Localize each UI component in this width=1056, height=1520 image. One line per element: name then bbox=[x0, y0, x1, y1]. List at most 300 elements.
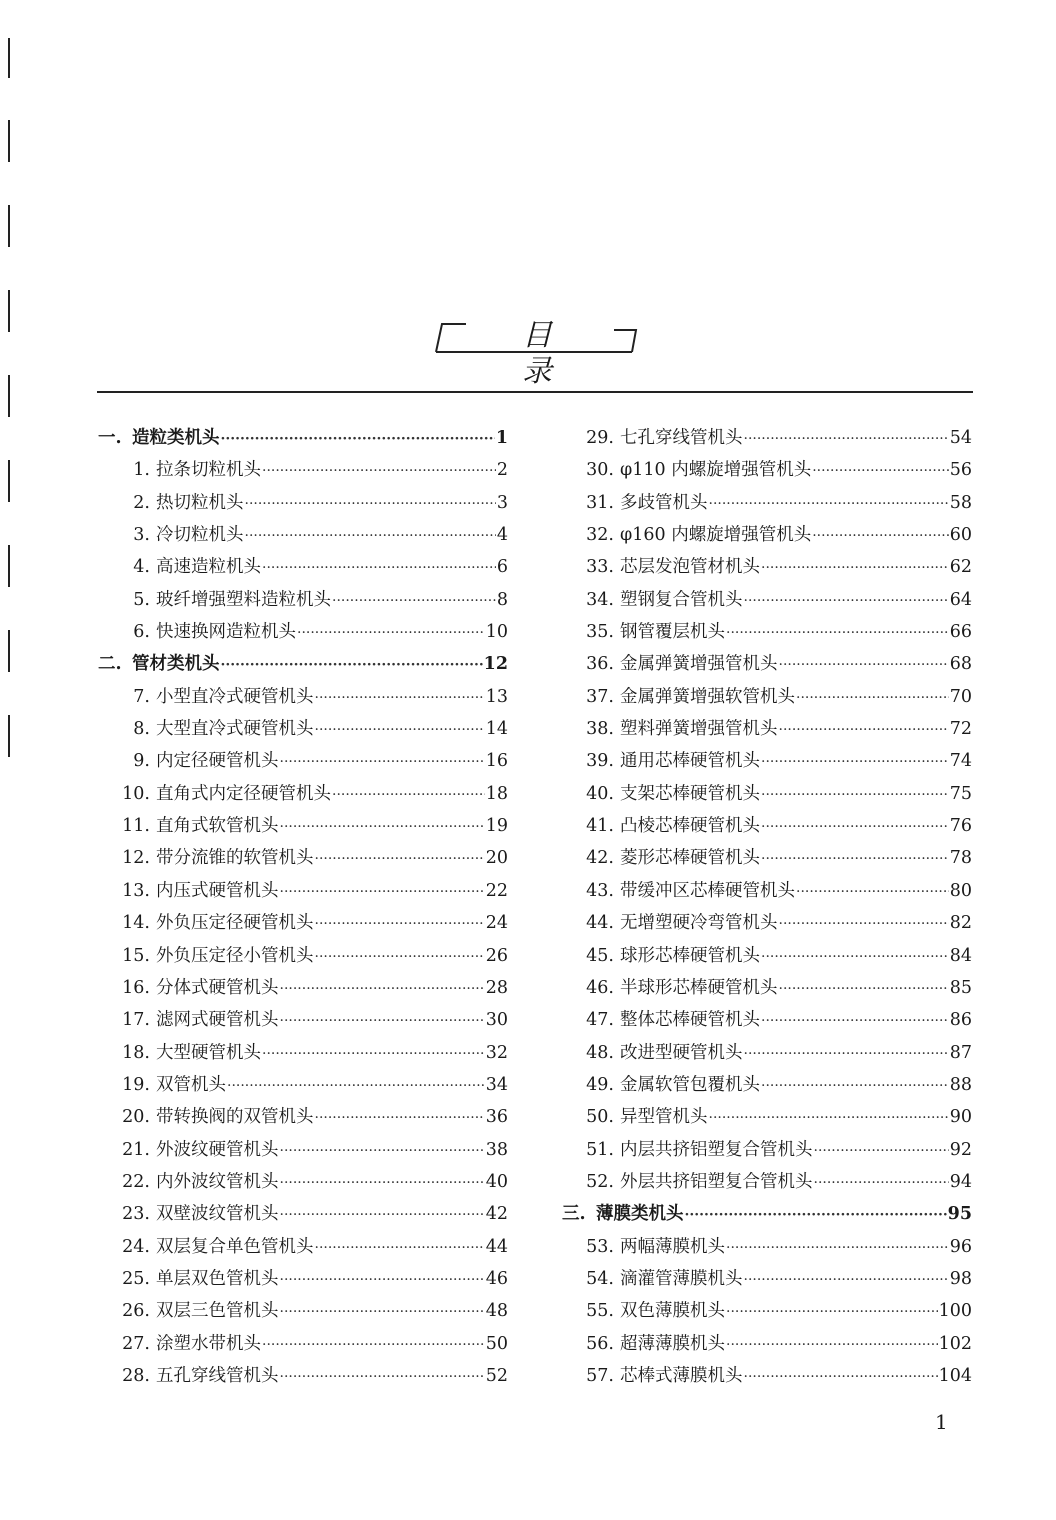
toc-entry-row[interactable] bbox=[98, 1360, 508, 1392]
toc-entry-title: 造粒类机头 bbox=[132, 428, 220, 448]
toc-entry-row[interactable] bbox=[98, 1198, 508, 1230]
toc-entry-title: 管材类机头 bbox=[132, 654, 220, 675]
toc-entry-number: 32. bbox=[586, 525, 614, 546]
toc-leader-dots bbox=[245, 488, 496, 520]
toc-entry-row[interactable] bbox=[562, 584, 972, 616]
toc-entry-title: 内外波纹管机头 bbox=[156, 1171, 279, 1192]
toc-entry-title: 滤网式硬管机头 bbox=[156, 1010, 279, 1031]
toc-entry-page: 98 bbox=[949, 1268, 972, 1289]
toc-entry-number: 56. bbox=[586, 1333, 614, 1354]
toc-entry-page: 88 bbox=[949, 1074, 972, 1095]
toc-entry-row[interactable] bbox=[562, 1328, 972, 1360]
toc-leader-dots bbox=[796, 682, 949, 714]
toc-leader-dots bbox=[315, 1102, 485, 1134]
toc-entry-row[interactable] bbox=[98, 810, 508, 842]
toc-entry-page: 84 bbox=[949, 945, 972, 966]
toc-right-column bbox=[562, 422, 972, 1392]
toc-entry-number: 36. bbox=[586, 654, 614, 675]
toc-leader-dots bbox=[744, 423, 949, 455]
toc-entry-number: 45. bbox=[586, 945, 614, 966]
toc-entry-page: 38 bbox=[485, 1139, 508, 1160]
toc-entry-number: 9. bbox=[133, 751, 150, 772]
binding-mark bbox=[8, 630, 10, 672]
toc-entry-page: 1 bbox=[495, 428, 508, 448]
toc-entry-row[interactable] bbox=[562, 778, 972, 810]
toc-entry-page: 18 bbox=[485, 783, 508, 804]
toc-leader-dots bbox=[779, 908, 949, 940]
toc-entry-page: 20 bbox=[485, 848, 508, 869]
toc-entry-row[interactable] bbox=[98, 1231, 508, 1263]
toc-entry-row[interactable] bbox=[562, 1037, 972, 1069]
toc-entry-number: 48. bbox=[586, 1042, 614, 1063]
toc-entry-row[interactable] bbox=[98, 1166, 508, 1198]
toc-entry-row[interactable] bbox=[562, 940, 972, 972]
toc-entry-number: 18. bbox=[122, 1042, 150, 1063]
toc-entry-title: 外负压定径硬管机头 bbox=[156, 913, 314, 934]
toc-leader-dots bbox=[280, 876, 485, 908]
toc-entry-row[interactable] bbox=[562, 875, 972, 907]
toc-entry-page: 92 bbox=[949, 1139, 972, 1160]
toc-leader-dots bbox=[779, 973, 949, 1005]
toc-entry-number: 31. bbox=[586, 492, 614, 513]
toc-entry-title: 通用芯棒硬管机头 bbox=[620, 751, 760, 772]
toc-entry-page: 48 bbox=[485, 1301, 508, 1322]
toc-entry-row[interactable] bbox=[562, 1263, 972, 1295]
toc-entry-title: 内层共挤铝塑复合管机头 bbox=[620, 1139, 813, 1160]
toc-entry-title: 双管机头 bbox=[156, 1074, 226, 1095]
toc-entry-page: 95 bbox=[947, 1204, 972, 1225]
binding-mark bbox=[8, 38, 10, 78]
toc-leader-dots bbox=[761, 811, 949, 843]
toc-entry-row[interactable] bbox=[98, 1328, 508, 1360]
toc-entry-title: 冷切粒机头 bbox=[156, 525, 244, 546]
toc-entry-title: 双层三色管机头 bbox=[156, 1301, 279, 1322]
page-title-block bbox=[432, 316, 642, 389]
toc-entry-title: φ110 内螺旋增强管机头 bbox=[620, 460, 812, 481]
toc-leader-dots bbox=[315, 908, 485, 940]
toc-entry-number: 10. bbox=[122, 783, 150, 804]
toc-entry-row[interactable] bbox=[98, 1101, 508, 1133]
toc-entry-title: 七孔穿线管机头 bbox=[620, 428, 743, 448]
toc-entry-number: 13. bbox=[122, 880, 150, 901]
toc-leader-dots bbox=[280, 746, 485, 778]
toc-entry-page: 36 bbox=[485, 1107, 508, 1128]
toc-entry-title: 五孔穿线管机头 bbox=[156, 1365, 279, 1386]
toc-entry-row[interactable] bbox=[98, 551, 508, 583]
toc-entry-title: 高速造粒机头 bbox=[156, 557, 261, 578]
toc-leader-dots bbox=[726, 1329, 938, 1361]
toc-leader-dots bbox=[726, 617, 949, 649]
toc-leader-dots bbox=[245, 520, 496, 552]
toc-entry-row[interactable] bbox=[562, 1101, 972, 1133]
toc-entry-page: 8 bbox=[496, 589, 508, 610]
toc-entry-title: 玻纤增强塑料造粒机头 bbox=[156, 589, 331, 610]
toc-entry-page: 40 bbox=[485, 1171, 508, 1192]
toc-entry-title: 双壁波纹管机头 bbox=[156, 1204, 279, 1225]
toc-entry-title: 带分流锥的软管机头 bbox=[156, 848, 314, 869]
toc-entry-title: 涂塑水带机头 bbox=[156, 1333, 261, 1354]
toc-entry-page: 19 bbox=[485, 816, 508, 837]
toc-entry-title: 大型直冷式硬管机头 bbox=[156, 719, 314, 740]
toc-entry-row[interactable] bbox=[562, 1231, 972, 1263]
toc-entry-row[interactable] bbox=[562, 681, 972, 713]
toc-entry-number: 54. bbox=[586, 1268, 614, 1289]
toc-leader-dots bbox=[297, 617, 485, 649]
toc-entry-row[interactable] bbox=[98, 972, 508, 1004]
toc-entry-title: 内压式硬管机头 bbox=[156, 880, 279, 901]
toc-entry-row[interactable] bbox=[98, 713, 508, 745]
toc-entry-title: 塑料弹簧增强管机头 bbox=[620, 719, 778, 740]
toc-leader-dots bbox=[814, 1167, 949, 1199]
toc-section-row[interactable] bbox=[98, 422, 508, 454]
binding-mark bbox=[8, 545, 10, 587]
toc-entry-title: 内定径硬管机头 bbox=[156, 751, 279, 772]
toc-leader-dots bbox=[280, 1264, 485, 1296]
toc-entry-page: 85 bbox=[949, 977, 972, 998]
toc-entry-title: 直角式软管机头 bbox=[156, 816, 279, 837]
toc-leader-dots bbox=[709, 1102, 949, 1134]
toc-entry-row[interactable] bbox=[562, 422, 972, 454]
toc-entry-row[interactable] bbox=[562, 616, 972, 648]
toc-entry-page: 3 bbox=[496, 492, 508, 513]
toc-entry-row[interactable] bbox=[98, 519, 508, 551]
toc-entry-number: 28. bbox=[122, 1365, 150, 1386]
toc-entry-number: 26. bbox=[122, 1301, 150, 1322]
toc-leader-dots bbox=[332, 779, 485, 811]
toc-entry-row[interactable] bbox=[562, 1360, 972, 1392]
toc-leader-dots bbox=[761, 1070, 949, 1102]
toc-entry-row[interactable] bbox=[98, 1004, 508, 1036]
toc-entry-title: 单层双色管机头 bbox=[156, 1268, 279, 1289]
toc-entry-number: 27. bbox=[122, 1333, 150, 1354]
toc-entry-row[interactable] bbox=[98, 1069, 508, 1101]
toc-entry-number: 11. bbox=[122, 816, 150, 837]
toc-entry-title: 超薄薄膜机头 bbox=[620, 1333, 725, 1354]
toc-leader-dots bbox=[812, 455, 949, 487]
toc-entry-number: 50. bbox=[586, 1107, 614, 1128]
toc-entry-number: 8. bbox=[133, 719, 150, 740]
toc-entry-title: 外波纹硬管机头 bbox=[156, 1139, 279, 1160]
toc-leader-dots bbox=[280, 1135, 485, 1167]
toc-entry-title: 整体芯棒硬管机头 bbox=[620, 1010, 760, 1031]
toc-entry-number: 1. bbox=[133, 460, 150, 481]
toc-leader-dots bbox=[744, 585, 949, 617]
toc-entry-title: 双色薄膜机头 bbox=[620, 1301, 725, 1322]
toc-entry-title: 塑钢复合管机头 bbox=[620, 589, 743, 610]
toc-entry-number: 15. bbox=[122, 945, 150, 966]
toc-entry-page: 60 bbox=[949, 525, 972, 546]
toc-leader-dots bbox=[315, 714, 485, 746]
toc-entry-number: 38. bbox=[586, 719, 614, 740]
toc-entry-row[interactable] bbox=[562, 1134, 972, 1166]
toc-entry-title: 多歧管机头 bbox=[620, 492, 708, 513]
toc-entry-row[interactable] bbox=[98, 875, 508, 907]
toc-entry-page: 70 bbox=[949, 686, 972, 707]
toc-entry-page: 64 bbox=[949, 589, 972, 610]
toc-entry-page: 68 bbox=[949, 654, 972, 675]
toc-entry-title: 热切粒机头 bbox=[156, 492, 244, 513]
toc-entry-number: 22. bbox=[122, 1171, 150, 1192]
toc-entry-number: 41. bbox=[586, 816, 614, 837]
toc-entry-page: 26 bbox=[485, 945, 508, 966]
toc-entry-number: 34. bbox=[586, 589, 614, 610]
toc-entry-number: 24. bbox=[122, 1236, 150, 1257]
toc-entry-page: 42 bbox=[485, 1204, 508, 1225]
toc-entry-row[interactable] bbox=[98, 681, 508, 713]
toc-entry-title: 半球形芯棒硬管机头 bbox=[620, 977, 778, 998]
toc-leader-dots bbox=[761, 941, 949, 973]
binding-mark bbox=[8, 290, 10, 332]
toc-entry-title: 带缓冲区芯棒硬管机头 bbox=[620, 880, 795, 901]
toc-entry-row[interactable] bbox=[98, 940, 508, 972]
toc-entry-page: 75 bbox=[949, 783, 972, 804]
toc-entry-row[interactable] bbox=[562, 972, 972, 1004]
toc-entry-row[interactable] bbox=[562, 1004, 972, 1036]
toc-entry-page: 58 bbox=[949, 492, 972, 513]
toc-entry-page: 4 bbox=[496, 525, 508, 546]
toc-entry-row[interactable] bbox=[98, 1263, 508, 1295]
toc-entry-row[interactable] bbox=[562, 1295, 972, 1327]
toc-entry-title: 大型硬管机头 bbox=[156, 1042, 261, 1063]
toc-entry-page: 34 bbox=[485, 1074, 508, 1095]
toc-leader-dots bbox=[744, 1361, 938, 1393]
toc-entry-number: 46. bbox=[586, 977, 614, 998]
toc-entry-page: 66 bbox=[949, 622, 972, 643]
toc-entry-page: 14 bbox=[485, 719, 508, 740]
toc-entry-row[interactable] bbox=[98, 907, 508, 939]
toc-entry-number: 49. bbox=[586, 1074, 614, 1095]
toc-entry-row[interactable] bbox=[98, 1037, 508, 1069]
toc-entry-page: 56 bbox=[949, 460, 972, 481]
toc-entry-row[interactable] bbox=[98, 842, 508, 874]
binding-mark bbox=[8, 375, 10, 417]
toc-entry-number: 51. bbox=[586, 1139, 614, 1160]
toc-entry-row[interactable] bbox=[98, 778, 508, 810]
toc-entry-page: 16 bbox=[485, 751, 508, 772]
toc-entry-row[interactable] bbox=[98, 584, 508, 616]
toc-leader-dots bbox=[744, 1264, 949, 1296]
toc-entry-title: 钢管覆层机头 bbox=[620, 622, 725, 643]
toc-entry-number: 57. bbox=[586, 1365, 614, 1386]
toc-entry-title: 快速换网造粒机头 bbox=[156, 622, 296, 643]
toc-leader-dots bbox=[280, 1005, 485, 1037]
toc-entry-title: 两幅薄膜机头 bbox=[620, 1236, 725, 1257]
binding-mark bbox=[8, 205, 10, 247]
toc-entry-title: 无增塑硬冷弯管机头 bbox=[620, 913, 778, 934]
toc-entry-row[interactable] bbox=[562, 810, 972, 842]
page-number: 1 bbox=[935, 1410, 948, 1434]
toc-entry-page: 100 bbox=[938, 1301, 972, 1322]
toc-entry-page: 72 bbox=[949, 719, 972, 740]
toc-entry-number: 6. bbox=[133, 622, 150, 643]
toc-entry-row[interactable] bbox=[562, 1166, 972, 1198]
toc-entry-row[interactable] bbox=[562, 745, 972, 777]
toc-entry-number: 7. bbox=[133, 686, 150, 707]
toc-entry-page: 50 bbox=[485, 1333, 508, 1354]
toc-entry-row[interactable] bbox=[562, 551, 972, 583]
toc-entry-number: 2. bbox=[133, 492, 150, 513]
toc-leader-dots bbox=[761, 1005, 949, 1037]
toc-entry-page: 10 bbox=[485, 622, 508, 643]
toc-leader-dots bbox=[709, 488, 949, 520]
toc-entry-page: 62 bbox=[949, 557, 972, 578]
toc-entry-title: 异型管机头 bbox=[620, 1107, 708, 1128]
toc-entry-title: 拉条切粒机头 bbox=[156, 460, 261, 481]
toc-entry-number: 42. bbox=[586, 848, 614, 869]
toc-leader-dots bbox=[315, 941, 485, 973]
toc-entry-number: 33. bbox=[586, 557, 614, 578]
toc-entry-title: 改进型硬管机头 bbox=[620, 1042, 743, 1063]
toc-entry-title: 外负压定径小管机头 bbox=[156, 945, 314, 966]
toc-entry-page: 54 bbox=[949, 428, 972, 448]
toc-entry-number: 25. bbox=[122, 1268, 150, 1289]
toc-entry-row[interactable] bbox=[562, 842, 972, 874]
title-rule bbox=[97, 391, 973, 393]
toc-entry-row[interactable] bbox=[98, 1295, 508, 1327]
toc-leader-dots bbox=[332, 585, 496, 617]
toc-entry-page: 102 bbox=[938, 1333, 972, 1354]
toc-entry-page: 22 bbox=[485, 880, 508, 901]
toc-entry-page: 86 bbox=[949, 1010, 972, 1031]
toc-entry-number: 40. bbox=[586, 783, 614, 804]
toc-entry-page: 87 bbox=[949, 1042, 972, 1063]
toc-leader-dots bbox=[315, 682, 485, 714]
toc-leader-dots bbox=[280, 1296, 485, 1328]
toc-leader-dots bbox=[221, 423, 495, 455]
toc-leader-dots bbox=[262, 455, 496, 487]
toc-leader-dots bbox=[280, 811, 485, 843]
toc-entry-number: 47. bbox=[586, 1010, 614, 1031]
toc-leader-dots bbox=[280, 1361, 485, 1393]
toc-entry-number: 29. bbox=[586, 428, 614, 448]
toc-leader-dots bbox=[685, 1199, 947, 1231]
toc-leader-dots bbox=[262, 1329, 485, 1361]
toc-entry-page: 13 bbox=[485, 686, 508, 707]
toc-entry-row[interactable] bbox=[98, 745, 508, 777]
toc-entry-row[interactable] bbox=[98, 616, 508, 648]
toc-entry-number: 43. bbox=[586, 880, 614, 901]
toc-entry-page: 6 bbox=[496, 557, 508, 578]
toc-entry-number: 3. bbox=[133, 525, 150, 546]
toc-entry-title: 芯棒式薄膜机头 bbox=[620, 1365, 743, 1386]
toc-leader-dots bbox=[761, 552, 949, 584]
toc-leader-dots bbox=[779, 649, 949, 681]
toc-entry-page: 2 bbox=[496, 460, 508, 481]
toc-entry-page: 94 bbox=[949, 1171, 972, 1192]
toc-leader-dots bbox=[280, 973, 485, 1005]
toc-entry-title: 金属弹簧增强软管机头 bbox=[620, 686, 795, 707]
toc-entry-row[interactable] bbox=[562, 487, 972, 519]
toc-entry-row[interactable] bbox=[562, 519, 972, 551]
toc-entry-number: 23. bbox=[122, 1204, 150, 1225]
toc-entry-title: 小型直冷式硬管机头 bbox=[156, 686, 314, 707]
toc-entry-page: 46 bbox=[485, 1268, 508, 1289]
toc-entry-row[interactable] bbox=[98, 454, 508, 486]
toc-entry-number: 17. bbox=[122, 1010, 150, 1031]
toc-leader-dots bbox=[315, 843, 485, 875]
toc-entry-number: 12. bbox=[122, 848, 150, 869]
toc-entry-title: 外层共挤铝塑复合管机头 bbox=[620, 1171, 813, 1192]
binding-mark bbox=[8, 715, 10, 757]
toc-entry-page: 90 bbox=[949, 1107, 972, 1128]
toc-entry-title: 金属软管包覆机头 bbox=[620, 1074, 760, 1095]
toc-entry-title: 菱形芯棒硬管机头 bbox=[620, 848, 760, 869]
toc-entry-number: 一. bbox=[98, 428, 122, 448]
toc-entry-number: 4. bbox=[133, 557, 150, 578]
toc-entry-row[interactable] bbox=[562, 454, 972, 486]
toc-entry-title: 双层复合单色管机头 bbox=[156, 1236, 314, 1257]
toc-entry-title: 芯层发泡管材机头 bbox=[620, 557, 760, 578]
toc-entry-row[interactable] bbox=[98, 1134, 508, 1166]
toc-entry-number: 三. bbox=[562, 1204, 586, 1225]
toc-entry-title: φ160 内螺旋增强管机头 bbox=[620, 525, 812, 546]
toc-leader-dots bbox=[726, 1232, 949, 1264]
toc-section-row[interactable] bbox=[98, 648, 508, 680]
toc-entry-row[interactable] bbox=[562, 907, 972, 939]
toc-entry-page: 24 bbox=[485, 913, 508, 934]
toc-leader-dots bbox=[227, 1070, 485, 1102]
binding-mark bbox=[8, 460, 10, 502]
toc-entry-title: 直角式内定径硬管机头 bbox=[156, 783, 331, 804]
toc-leader-dots bbox=[796, 876, 949, 908]
toc-entry-title: 凸棱芯棒硬管机头 bbox=[620, 816, 760, 837]
toc-entry-title: 薄膜类机头 bbox=[596, 1204, 684, 1225]
toc-entry-title: 分体式硬管机头 bbox=[156, 977, 279, 998]
toc-leader-dots bbox=[280, 1199, 485, 1231]
page-title: 目 录 bbox=[522, 318, 614, 389]
toc-leader-dots bbox=[761, 843, 949, 875]
toc-leader-dots bbox=[814, 1135, 949, 1167]
toc-entry-number: 52. bbox=[586, 1171, 614, 1192]
toc-entry-page: 78 bbox=[949, 848, 972, 869]
toc-entry-row[interactable] bbox=[562, 1069, 972, 1101]
toc-entry-number: 14. bbox=[122, 913, 150, 934]
toc-entry-page: 30 bbox=[485, 1010, 508, 1031]
toc-leader-dots bbox=[744, 1038, 949, 1070]
toc-entry-number: 19. bbox=[122, 1074, 150, 1095]
toc-entry-title: 带转换阀的双管机头 bbox=[156, 1107, 314, 1128]
toc-entry-title: 球形芯棒硬管机头 bbox=[620, 945, 760, 966]
toc-entry-title: 支架芯棒硬管机头 bbox=[620, 783, 760, 804]
toc-entry-number: 16. bbox=[122, 977, 150, 998]
toc-entry-number: 55. bbox=[586, 1301, 614, 1322]
toc-leader-dots bbox=[262, 1038, 485, 1070]
toc-entry-number: 30. bbox=[586, 460, 614, 481]
toc-entry-number: 53. bbox=[586, 1236, 614, 1257]
toc-entry-row[interactable] bbox=[562, 648, 972, 680]
toc-entry-page: 74 bbox=[949, 751, 972, 772]
toc-entry-row[interactable] bbox=[562, 713, 972, 745]
toc-leader-dots bbox=[726, 1296, 938, 1328]
toc-entry-number: 5. bbox=[133, 589, 150, 610]
toc-entry-number: 39. bbox=[586, 751, 614, 772]
toc-section-row[interactable] bbox=[562, 1198, 972, 1230]
toc-entry-page: 104 bbox=[938, 1365, 972, 1386]
toc-entry-row[interactable] bbox=[98, 487, 508, 519]
toc-leader-dots bbox=[812, 520, 949, 552]
toc-entry-page: 96 bbox=[949, 1236, 972, 1257]
toc-leader-dots bbox=[280, 1167, 485, 1199]
toc-entry-page: 44 bbox=[485, 1236, 508, 1257]
toc-entry-number: 35. bbox=[586, 622, 614, 643]
toc-entry-page: 12 bbox=[483, 654, 508, 675]
toc-leader-dots bbox=[262, 552, 496, 584]
toc-entry-page: 80 bbox=[949, 880, 972, 901]
toc-entry-page: 52 bbox=[485, 1365, 508, 1386]
toc-leader-dots bbox=[761, 779, 949, 811]
toc-entry-page: 82 bbox=[949, 913, 972, 934]
binding-mark bbox=[8, 120, 10, 162]
